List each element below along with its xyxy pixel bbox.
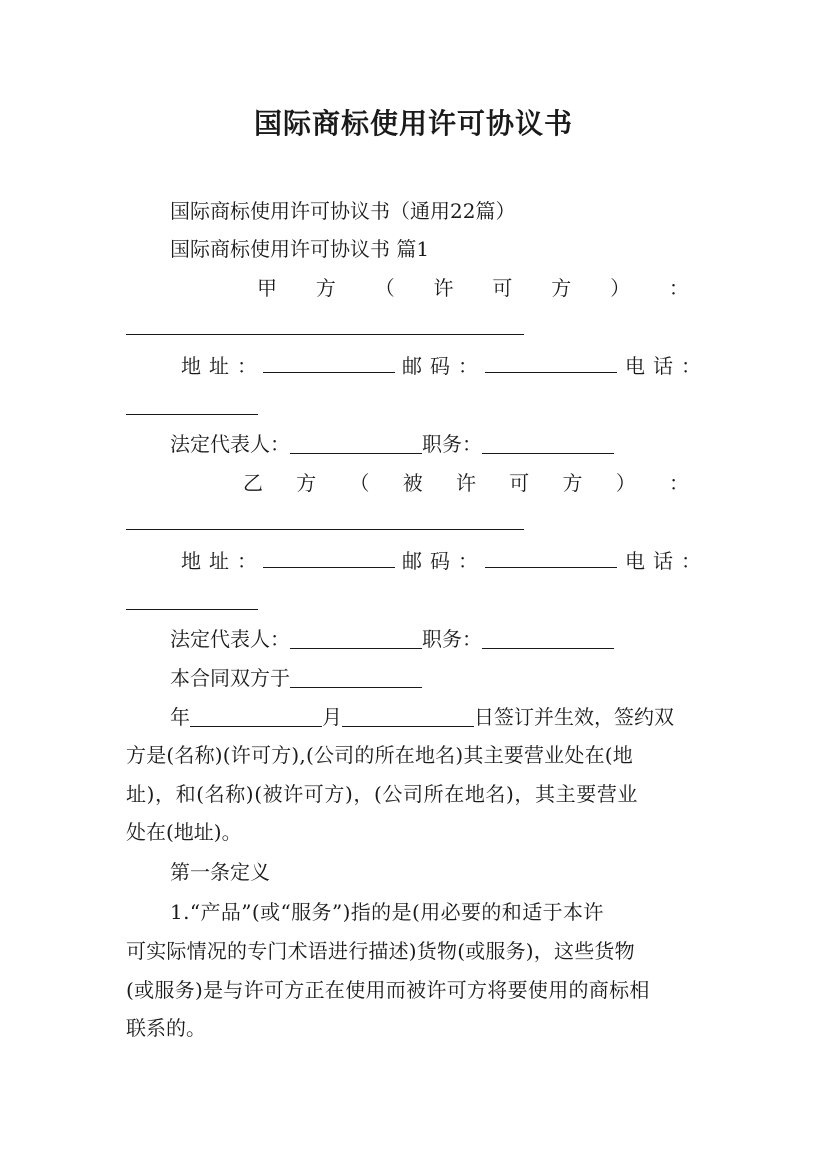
- party-a-legal-rep-row: [170, 430, 614, 458]
- address-label: 地址：: [181, 354, 265, 378]
- section-heading: 国际商标使用许可协议书 篇1: [170, 237, 430, 261]
- party-b-legal-rep-row: [170, 625, 614, 653]
- address-blank: [263, 352, 395, 373]
- document-title: 国际商标使用许可协议书: [253, 107, 573, 140]
- position-blank: [482, 628, 614, 649]
- year-blank: [190, 706, 322, 727]
- legal-rep-blank: [290, 628, 422, 649]
- phone-label: 电话：: [625, 354, 709, 378]
- legal-rep-blank: [290, 433, 422, 454]
- agreement-para-line: 处在(地址)。: [126, 820, 242, 844]
- postcode-label: 邮码：: [402, 549, 486, 573]
- month-blank: [342, 706, 474, 727]
- definition-line: 联系的。: [126, 1016, 206, 1040]
- position-label: 职务：: [422, 432, 482, 456]
- postcode-blank: [485, 547, 617, 568]
- party-b-name-blank: [126, 506, 524, 534]
- definition-line: 可实际情况的专门术语进行描述)货物(或服务)，这些货物: [126, 939, 635, 963]
- party-b-label: 乙 方 （ 被 许 可 方 ） ：: [243, 471, 689, 495]
- definition-line: (或服务)是与许可方正在使用而被许可方将要使用的商标相: [126, 978, 650, 1002]
- party-a-label: 甲 方 （ 许 可 方 ） ：: [257, 276, 689, 300]
- agreement-para-line: 方是(名称)(许可方),(公司的所在地名)其主要营业处在(地: [126, 743, 633, 767]
- document-subtitle: 国际商标使用许可协议书（通用22篇）: [170, 199, 516, 223]
- phone-label: 电话：: [625, 549, 709, 573]
- party-b-phone-blank: [126, 586, 258, 614]
- address-label: 地址：: [181, 549, 265, 573]
- agreement-para-line: 址)，和(名称)(被许可方)，(公司所在地名)，其主要营业: [126, 782, 639, 806]
- agreement-date-line: 年 月 日签订并生效，签约双: [170, 705, 674, 729]
- postcode-label: 邮码：: [402, 354, 486, 378]
- address-blank: [263, 547, 395, 568]
- legal-rep-label: 法定代表人：: [170, 432, 290, 456]
- party-a-phone-blank: [126, 391, 258, 419]
- party-a-name-blank: [126, 311, 524, 339]
- position-blank: [482, 433, 614, 454]
- agreement-intro: 本合同双方于: [170, 664, 422, 692]
- definition-line: 1.“产品”(或“服务”)指的是(用必要的和适于本许: [170, 900, 604, 924]
- date-blank: [290, 667, 422, 688]
- postcode-blank: [485, 352, 617, 373]
- position-label: 职务：: [422, 627, 482, 651]
- article-heading: 第一条定义: [170, 860, 270, 884]
- legal-rep-label: 法定代表人：: [170, 627, 290, 651]
